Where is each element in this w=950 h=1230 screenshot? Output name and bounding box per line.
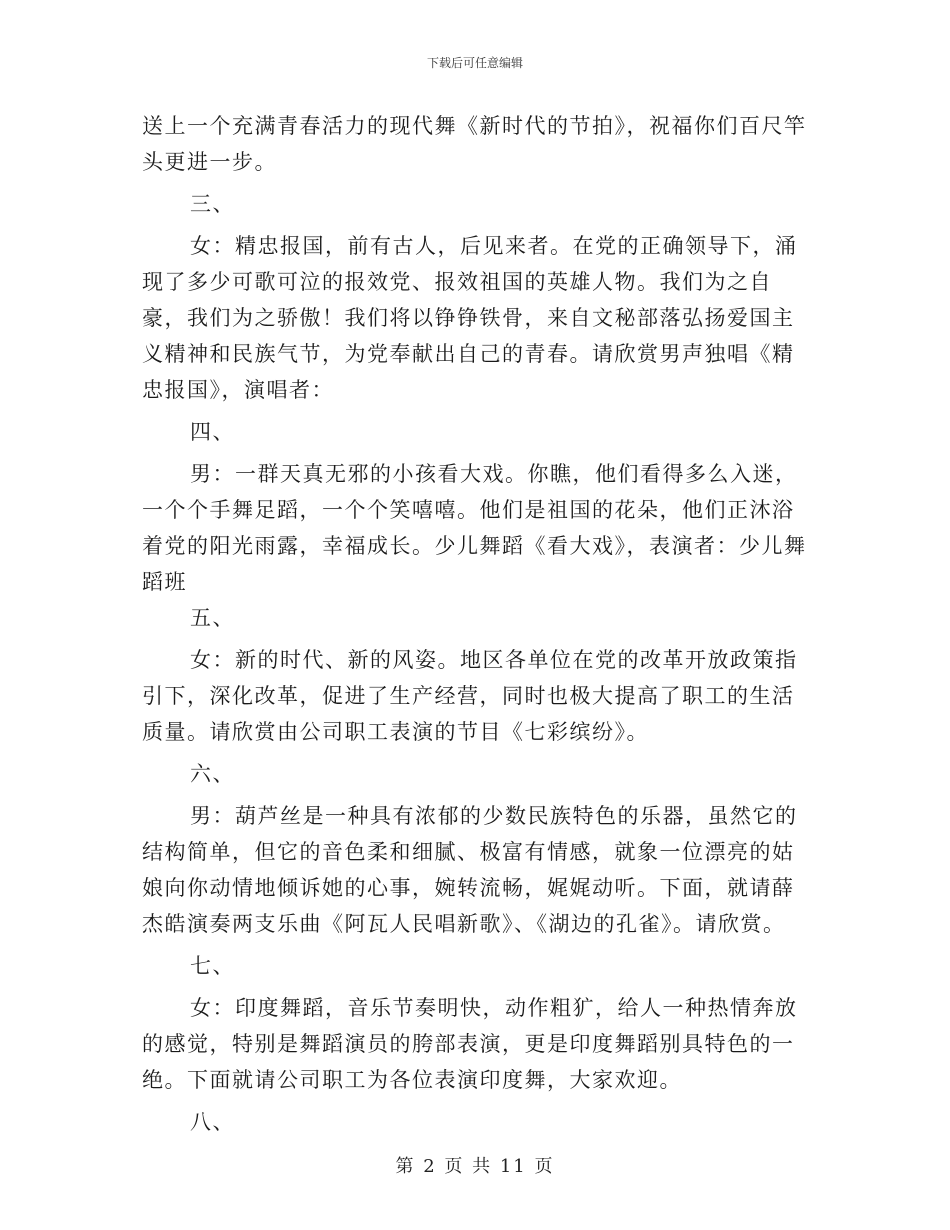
- paragraph-7: 女：印度舞蹈，音乐节奏明快，动作粗犷，给人一种热情奔放的感觉，特别是舞蹈演员的胯部表演，更是印度舞蹈别具特色的一绝。下面就请公司职工为各位表演印度舞，大家欢迎。: [142, 996, 798, 1092]
- section-heading-8: 八、: [190, 1110, 235, 1134]
- document-body: [142, 108, 812, 1140]
- section-heading-5: 五、: [190, 606, 235, 630]
- section-heading-7: 七、: [190, 954, 235, 978]
- paragraph-5: 女：新的时代、新的风姿。地区各单位在党的改革开放政策指引下，深化改革，促进了生产经营，同时也极大提高了职工的生活质量。请欣赏由公司职工表演的节目《七彩缤纷》。: [142, 648, 798, 744]
- page-number-footer: 第 2 页 共 11 页: [395, 1156, 555, 1177]
- section-heading-3: 三、: [190, 192, 235, 216]
- paragraph-6: 男：葫芦丝是一种具有浓郁的少数民族特色的乐器，虽然它的结构简单，但它的音色柔和细腻、极富有情感，就象一位漂亮的姑娘向你动情地倾诉她的心事，婉转流畅，娓娓动听。下面，就请薛杰皓演奏两支乐曲《阿瓦人民唱新歌》、《湖边的孔雀》。请欣赏。: [142, 804, 798, 936]
- section-heading-6: 六、: [190, 762, 235, 786]
- page-header: 下载后可任意编辑: [426, 56, 523, 70]
- paragraph-3: 女：精忠报国，前有古人，后见来者。在党的正确领导下，涌现了多少可歌可泣的报效党、报效祖国的英雄人物。我们为之自豪，我们为之骄傲！我们将以铮铮铁骨，来自文秘部落弘扬爱国主义精神和民族气节，为党奉献出自己的青春。请欣赏男声独唱《精忠报国》，演唱者：: [142, 234, 798, 402]
- section-heading-4: 四、: [190, 420, 235, 444]
- paragraph-continuation: 送上一个充满青春活力的现代舞《新时代的节拍》，祝福你们百尺竿头更进一步。: [142, 114, 807, 174]
- paragraph-4: 男：一群天真无邪的小孩看大戏。你瞧，他们看得多么入迷，一个个手舞足蹈，一个个笑嘻嘻。他们是祖国的花朵，他们正沐浴着党的阳光雨露，幸福成长。少儿舞蹈《看大戏》，表演者：少儿舞蹈班: [142, 462, 807, 594]
